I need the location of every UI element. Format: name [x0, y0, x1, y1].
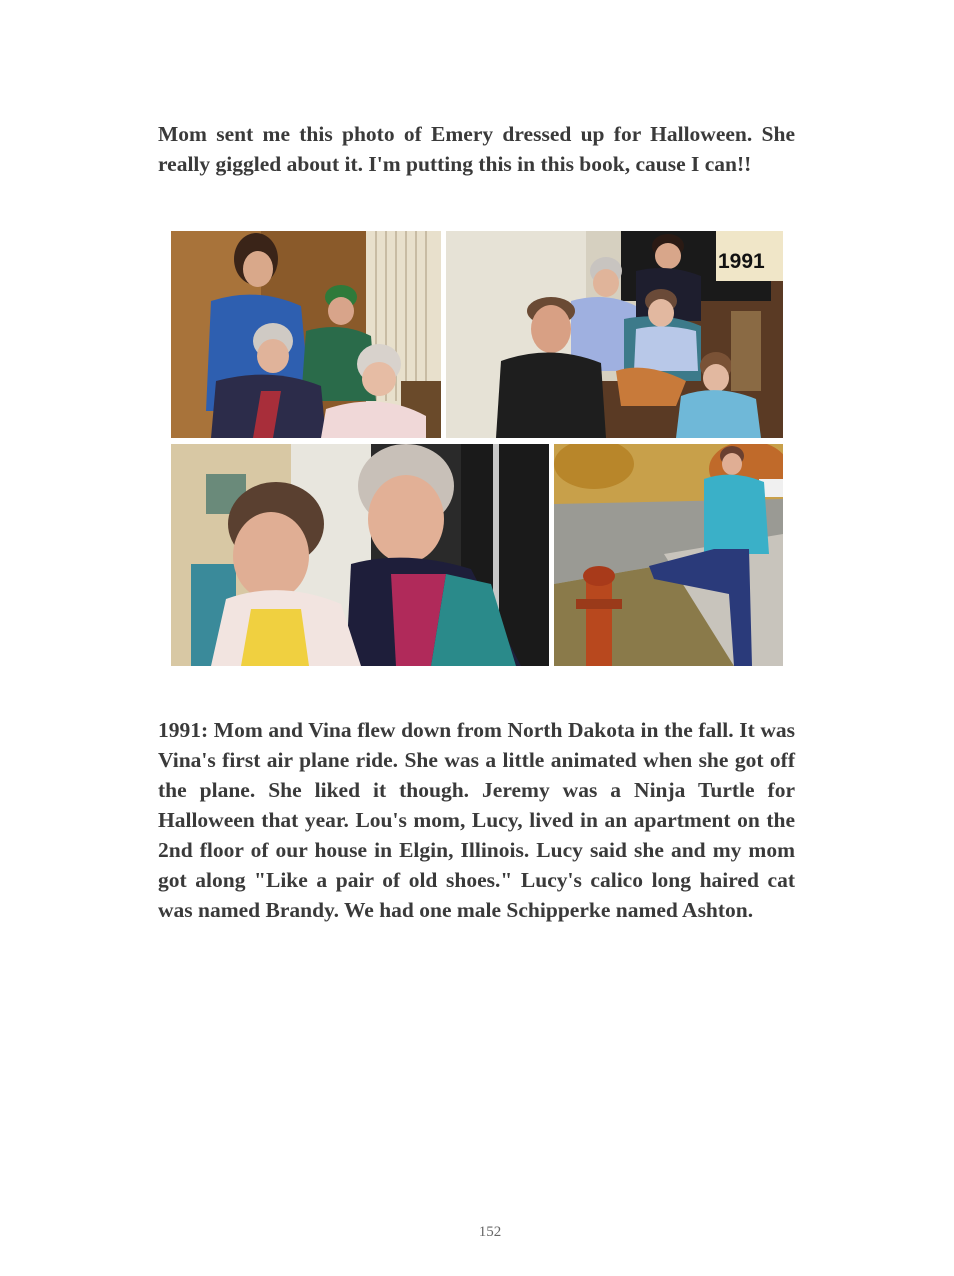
year-label: 1991 — [718, 250, 765, 273]
page-number: 152 — [478, 1224, 502, 1240]
paragraph-intro: Mom sent me this photo of Emery dressed up for Halloween. She really giggled about it. I'm putting this in this book, cause I can!! — [158, 122, 795, 176]
photo-kitchen-two-women — [171, 444, 549, 666]
photo-family-halloween — [171, 231, 441, 438]
photo-fire-hydrant-pose — [554, 444, 783, 666]
paragraph-1991-story: 1991: Mom and Vina flew down from North Dakota in the fall. It was Vina's first air plane ride. She was a little animated when she got off the plane. She liked it though. Jeremy was a Ninja Turtle for Halloween that year. Lou's mom, Lucy, lived in an apartment on the 2nd floor of our house in Elgin, Illinois. Lucy said she and my mom got along "Like a pair of old shoes." Lucy's calico long haired cat was named Brandy. We had one male Schipperke named Ashton. — [158, 718, 795, 922]
photo-living-room-1991 — [446, 231, 783, 438]
